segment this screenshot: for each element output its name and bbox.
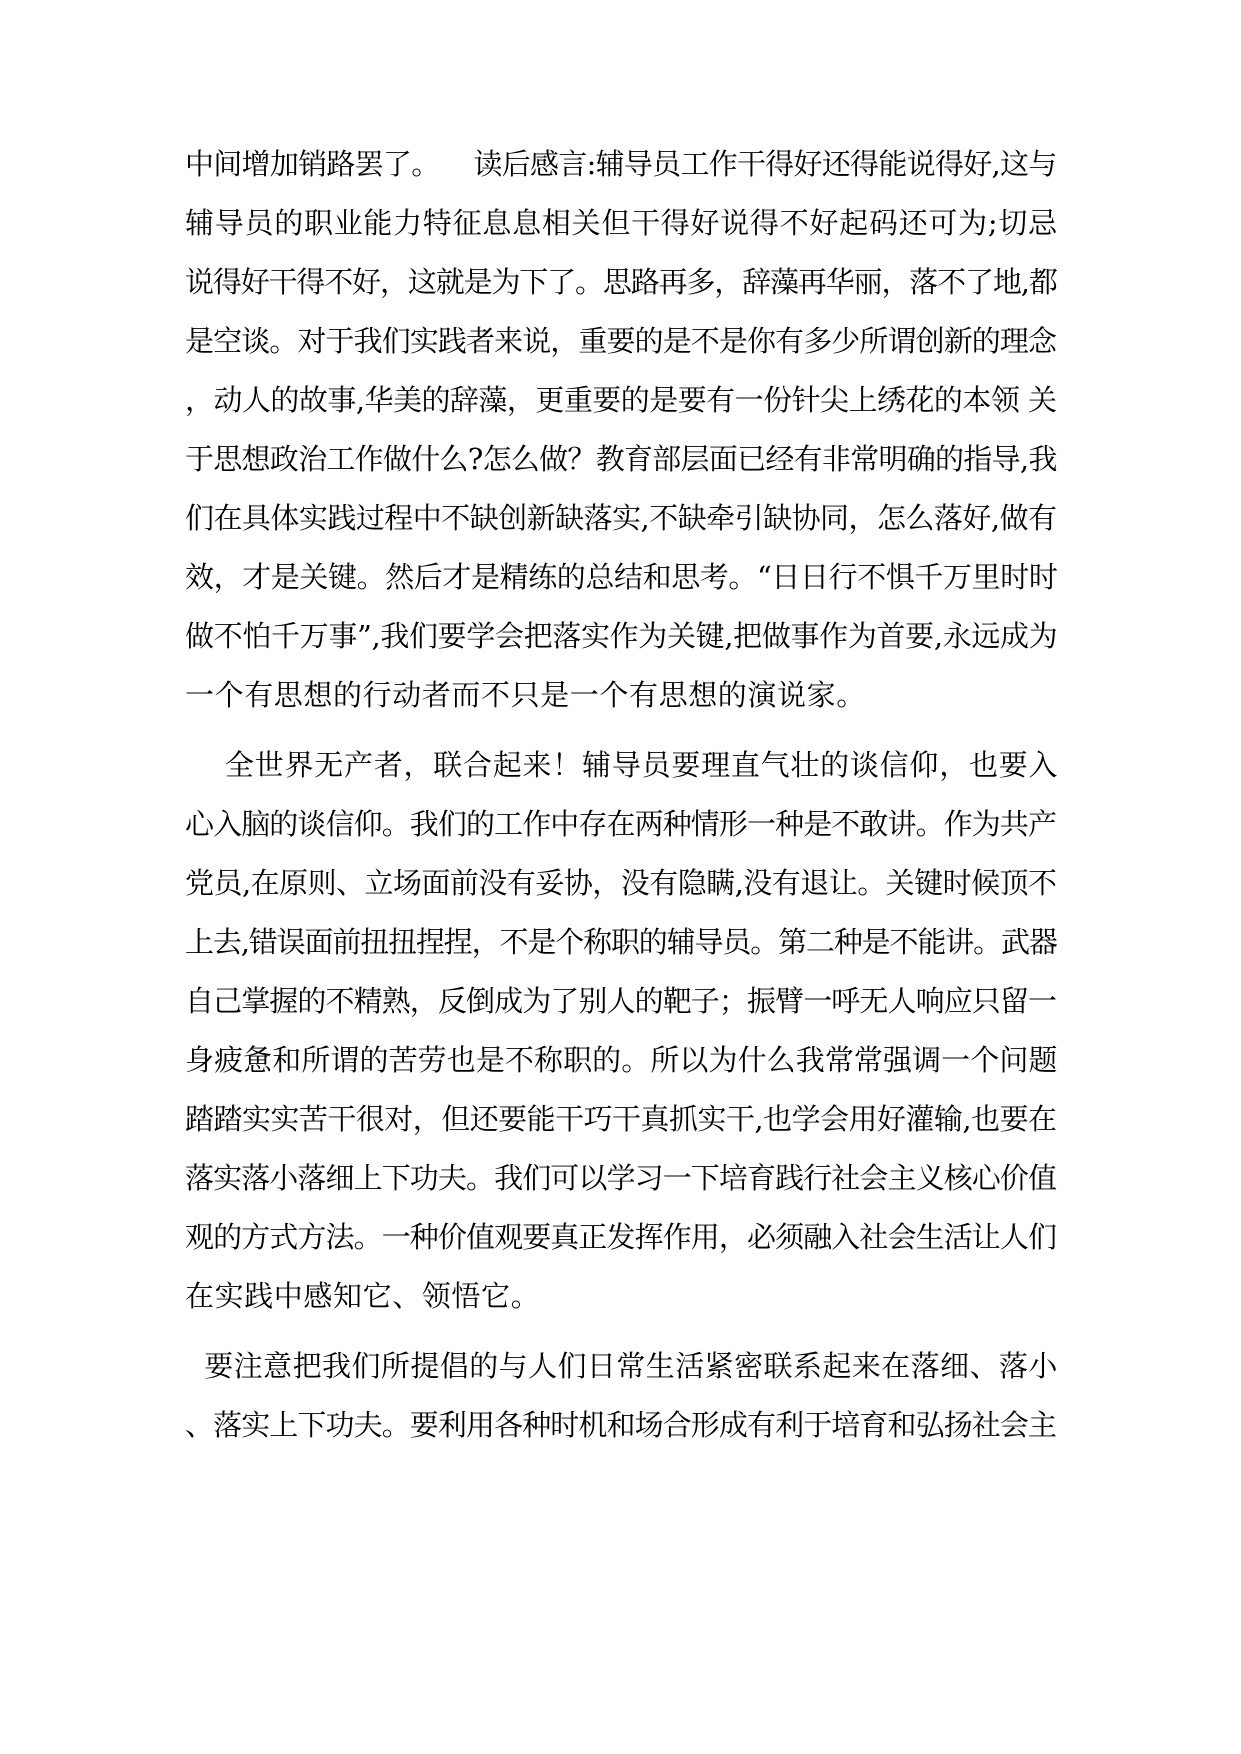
text-line: 踏踏实实苦干很对，但还要能干巧干真抓实干,也学会用好灌输,也要在 [185, 1102, 1057, 1136]
text-line: 于思想政治工作做什么?怎么做？教育部层面已经有非常明确的指导,我 [185, 442, 1057, 476]
text-line: 辅导员的职业能力特征息息相关但干得好说得不好起码还可为;切忌 [185, 206, 1058, 240]
text-line: 自己掌握的不精熟，反倒成为了别人的靶子；振臂一呼无人响应只留一 [185, 984, 1057, 1018]
text-line: 效，才是关键。然后才是精练的总结和思考。“日日行不惧千万里时时 [185, 560, 1058, 594]
text-line: 心入脑的谈信仰。我们的工作中存在两种情形一种是不敢讲。作为共产 [185, 807, 1057, 841]
text-line: 们在具体实践过程中不缺创新缺落实,不缺牵引缺协同，怎么落好,做有 [185, 501, 1057, 535]
text-line: 要注意把我们所提倡的与人们日常生活紧密联系起来在落细、落小 [185, 1349, 1058, 1383]
text-line: 上去,错误面前扭扭捏捏，不是个称职的辅导员。第二种是不能讲。武器 [185, 925, 1057, 959]
text-line: 观的方式方法。一种价值观要真正发挥作用，必须融入社会生活让人们 [185, 1220, 1057, 1254]
text-line: ，动人的故事,华美的辞藻，更重要的是要有一份针尖上绣花的本领 关 [185, 383, 1057, 417]
text-line: 一个有思想的行动者而不只是一个有思想的演说家。 [185, 678, 866, 712]
text-line: 全世界无产者，联合起来！辅导员要理直气壮的谈信仰，也要入 [185, 748, 1059, 782]
text-line: 党员,在原则、立场面前没有妥协，没有隐瞒,没有退让。关键时候顶不 [185, 866, 1057, 900]
text-line: 做不怕千万事”,我们要学会把落实作为关键,把做事作为首要,永远成为 [185, 619, 1058, 653]
text-line: 说得好干得不好，这就是为下了。思路再多，辞藻再华丽，落不了地,都 [185, 265, 1057, 299]
text-line: 、落实上下功夫。要利用各种时机和场合形成有利于培育和弘扬社会主 [185, 1408, 1057, 1442]
text-line: 落实落小落细上下功夫。我们可以学习一下培育践行社会主义核心价值 [185, 1161, 1057, 1195]
text-line: 身疲惫和所谓的苦劳也是不称职的。所以为什么我常常强调一个问题 [185, 1043, 1058, 1077]
text-line: 是空谈。对于我们实践者来说，重要的是不是你有多少所谓创新的理念 [185, 324, 1057, 358]
text-line: 中间增加销路罢了。 读后感言:辅导员工作干得好还得能说得好,这与 [185, 147, 1057, 181]
text-line: 在实践中感知它、领悟它。 [185, 1279, 541, 1313]
